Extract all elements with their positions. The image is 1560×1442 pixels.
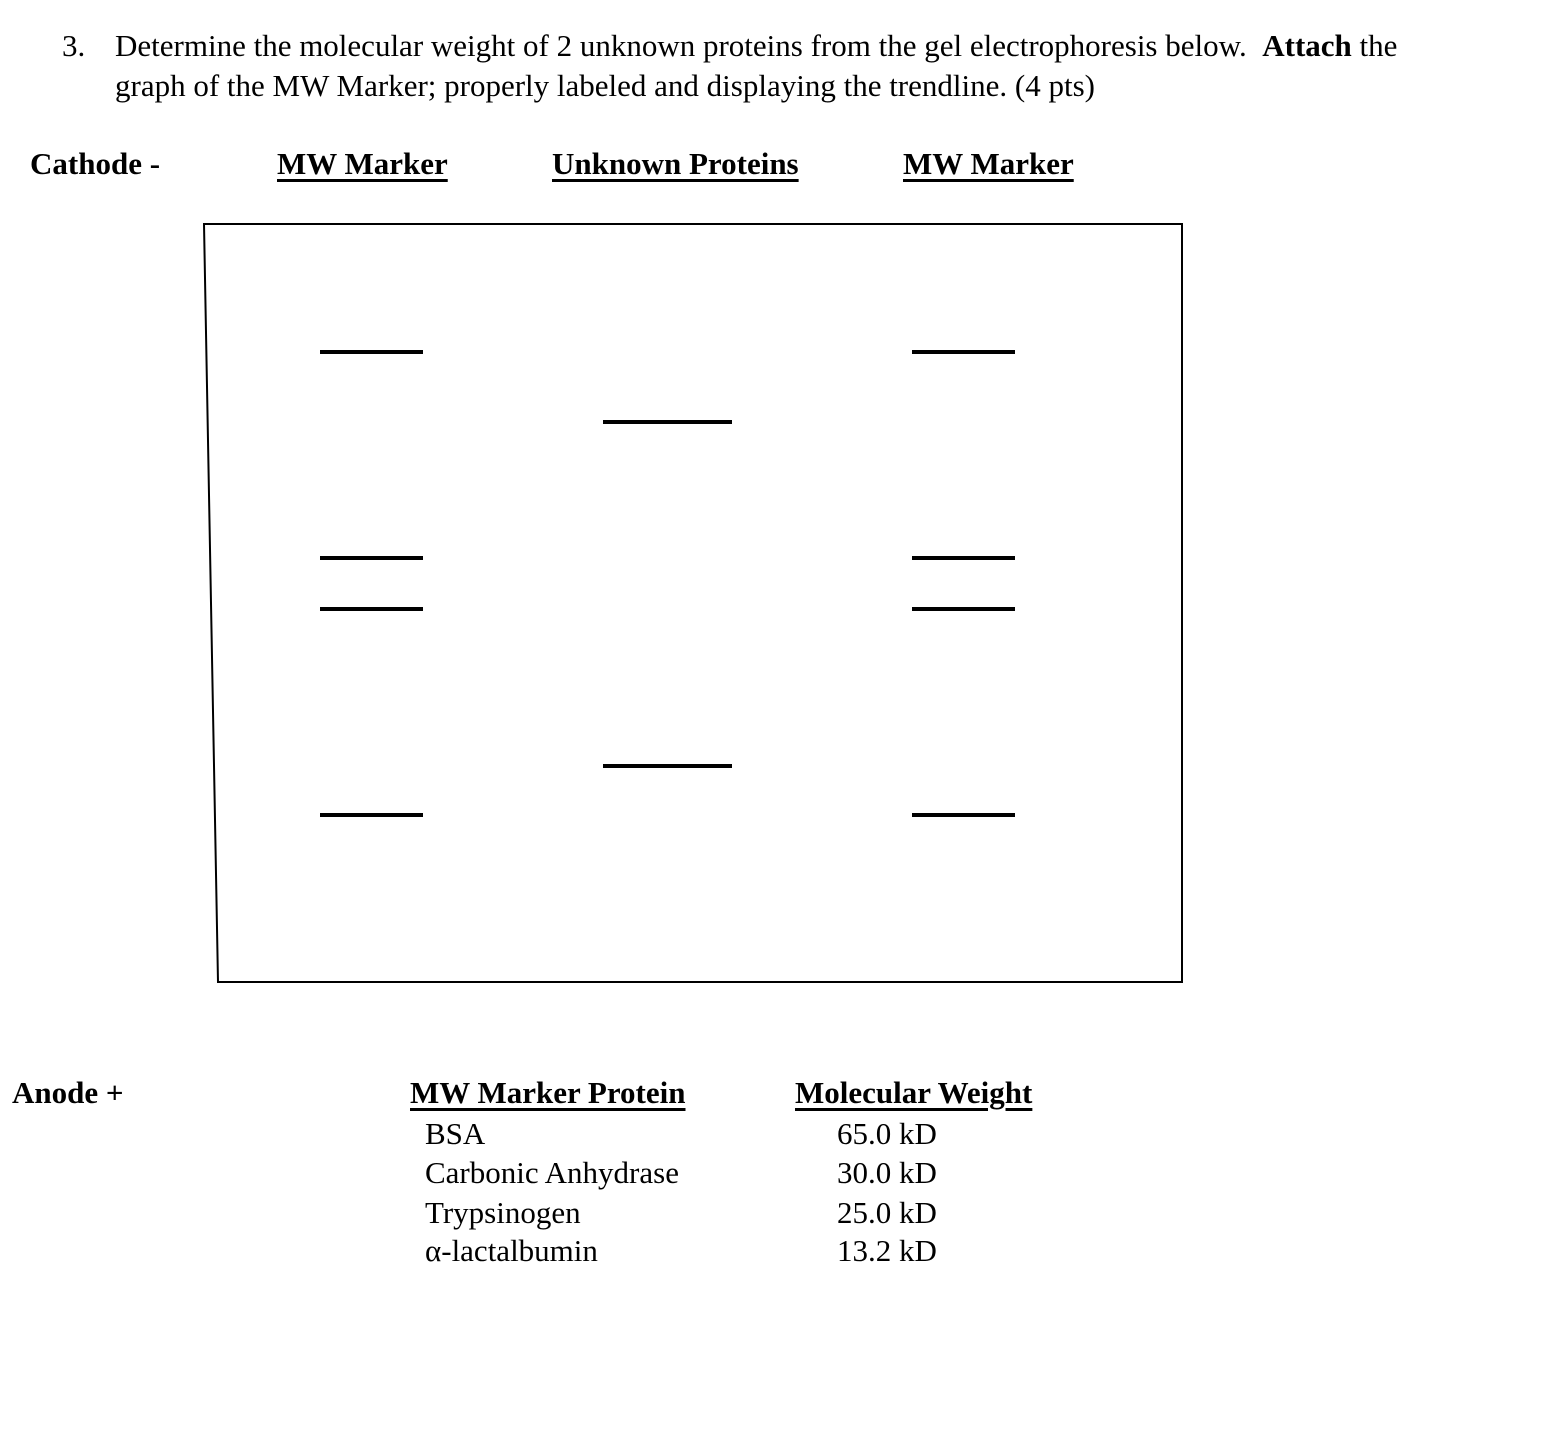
question-number: 3. [62, 28, 86, 63]
question-bold-word: Attach [1262, 28, 1352, 63]
table-header-protein: MW Marker Protein [410, 1075, 686, 1110]
table-cell-weight: 13.2 kD [837, 1233, 937, 1268]
table-cell-protein: α-lactalbumin [425, 1233, 598, 1268]
lane-label-unknown: Unknown Proteins [552, 146, 799, 181]
table-cell-protein: Carbonic Anhydrase [425, 1155, 679, 1190]
table-cell-weight: 65.0 kD [837, 1116, 937, 1151]
question-text: Determine the molecular weight of 2 unknown proteins from the gel electrophoresis below. [115, 28, 1247, 63]
question-tail: the [1359, 28, 1398, 63]
table-cell-weight: 25.0 kD [837, 1195, 937, 1230]
lane-label-marker-left: MW Marker [277, 146, 448, 181]
table-cell-protein: Trypsinogen [425, 1195, 581, 1230]
table-cell-protein: BSA [425, 1116, 486, 1151]
gel-outline [204, 224, 1182, 982]
cathode-label: Cathode - [30, 146, 161, 181]
lane-label-marker-right: MW Marker [903, 146, 1074, 181]
anode-label: Anode + [12, 1075, 124, 1110]
table-header-weight: Molecular Weight [795, 1075, 1033, 1110]
question-line-2: graph of the MW Marker; properly labeled and displaying the trendline. (4 pts) [115, 68, 1095, 103]
table-cell-weight: 30.0 kD [837, 1155, 937, 1190]
